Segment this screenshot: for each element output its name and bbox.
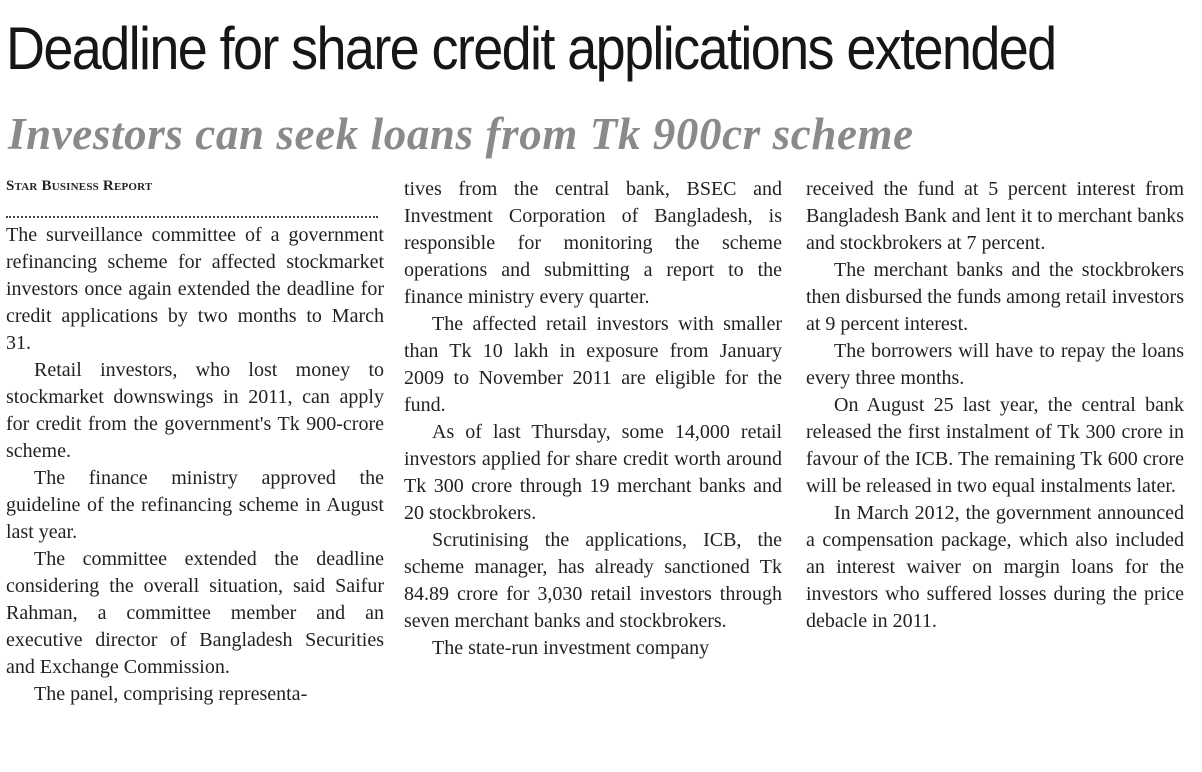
byline: Star Business Report <box>6 178 153 194</box>
headline: Deadline for share credit applications extended <box>6 15 1056 82</box>
subheadline: Investors can seek loans from Tk 900cr scheme <box>8 109 914 159</box>
paragraph: As of last Thursday, some 14,000 retail investors applied for share credit worth around Tk 300 crore through 19 merchant banks and 20 stockbrokers. <box>404 421 782 524</box>
paragraph: tives from the central bank, BSEC and Investment Corporation of Bangladesh, is responsible for monitoring the scheme operations and submitting a report to the finance ministry every quarter. <box>404 178 782 308</box>
article-column-1 <box>6 174 384 770</box>
paragraph: The finance ministry approved the guideline of the refinancing scheme in August last year. <box>6 467 384 543</box>
byline-divider <box>6 200 378 218</box>
paragraph: The committee extended the deadline considering the overall situation, said Saifur Rahman, a committee member and an executive director of Bangladesh Securities and Exchange Commission. <box>6 548 384 678</box>
article-column-3 <box>806 176 1184 772</box>
paragraph: Scrutinising the applications, ICB, the scheme manager, has already sanctioned Tk 84.89 crore for 3,030 retail investors through seven merchant banks and stockbrokers. <box>404 529 782 632</box>
paragraph: The state-run investment company <box>432 637 710 659</box>
paragraph: In March 2012, the government announced a compensation package, which also included an interest waiver on margin loans for the investors who suffered losses during the price debacle in 2011. <box>806 502 1184 632</box>
article-column-2 <box>404 176 782 772</box>
paragraph: The borrowers will have to repay the loans every three months. <box>806 340 1184 389</box>
paragraph: On August 25 last year, the central bank released the first instalment of Tk 300 crore in favour of the ICB. The remaining Tk 600 crore will be released in two equal instalments later. <box>806 394 1184 497</box>
paragraph: The affected retail investors with smaller than Tk 10 lakh in exposure from January 2009 to November 2011 are eligible for the fund. <box>404 313 782 416</box>
paragraph: The surveillance committee of a government refinancing scheme for affected stockmarket investors once again extended the deadline for credit applications by two months to March 31. <box>6 224 384 354</box>
paragraph: The panel, comprising representa- <box>34 683 308 705</box>
paragraph: Retail investors, who lost money to stockmarket downswings in 2011, can apply for credit from the government's Tk 900-crore scheme. <box>6 359 384 462</box>
paragraph: The merchant banks and the stockbrokers then disbursed the funds among retail investors at 9 percent interest. <box>806 259 1184 335</box>
paragraph: received the fund at 5 percent interest from Bangladesh Bank and lent it to merchant banks and stockbrokers at 7 percent. <box>806 178 1184 254</box>
